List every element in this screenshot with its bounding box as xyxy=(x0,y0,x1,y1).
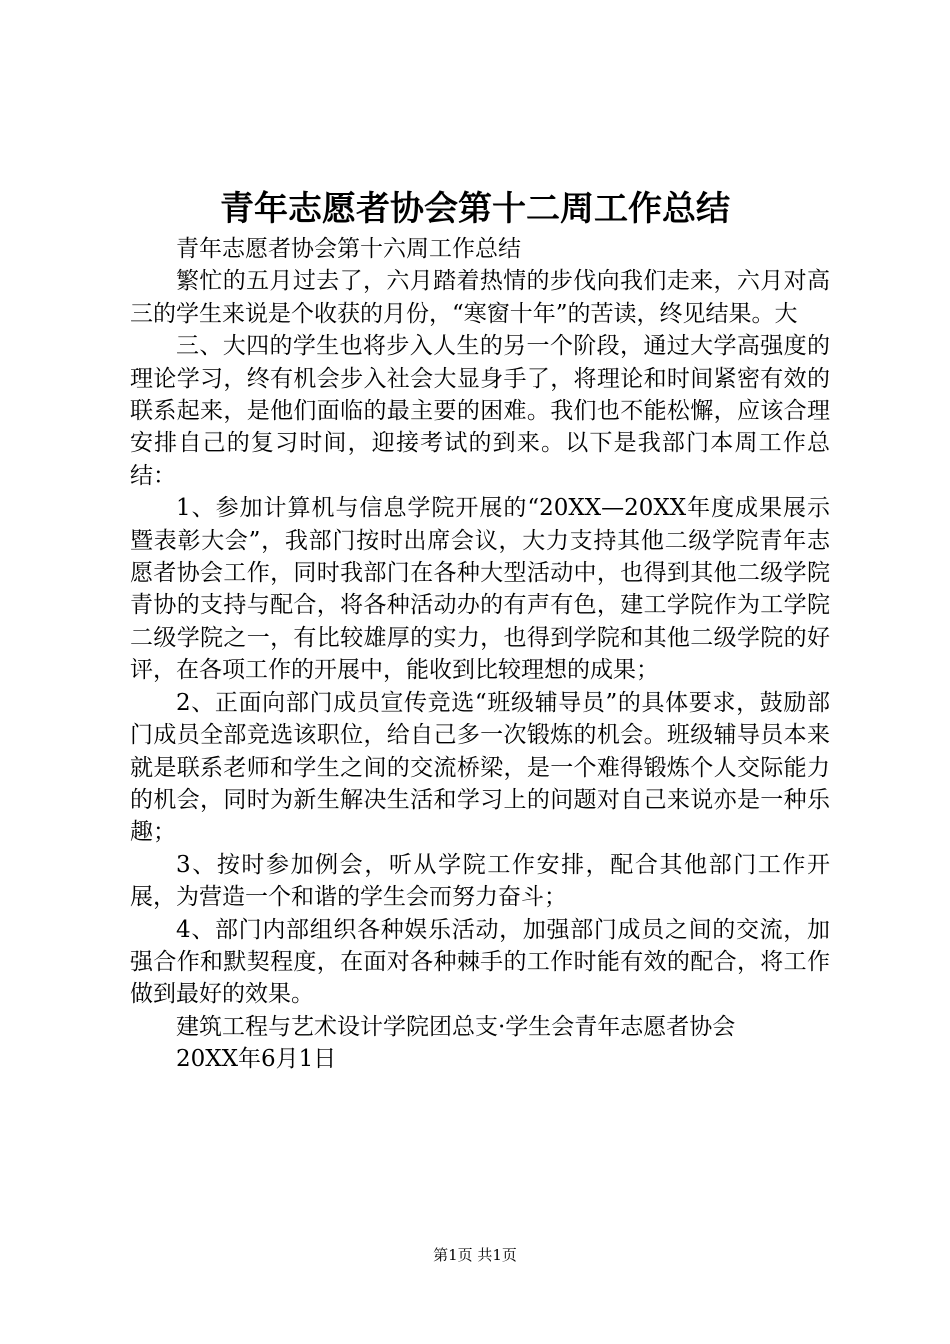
document-title: 青年志愿者协会第十二周工作总结 xyxy=(220,189,730,229)
page-footer: 第1页 共1页 xyxy=(433,1246,517,1264)
paragraph-item-4: 4、部门内部组织各种娱乐活动，加强部门成员之间的交流，加强合作和默契程度，在面对各种棘手的工作时能有效的配合，将工作做到最好的效果。 xyxy=(130,916,830,1008)
paragraph-item-3: 3、按时参加例会，听从学院工作安排，配合其他部门工作开展，为营造一个和谐的学生会而努力奋斗； xyxy=(130,851,830,911)
paragraph-item-1: 1、参加计算机与信息学院开展的“20XX—20XX年度成果展示暨表彰大会”，我部门按时出席会议，大力支持其他二级学院青年志愿者协会工作，同时我部门在各种大型活动中，也得到其他二级学院青协的支持与配合，将各种活动办的有声有色，建工学院作为工学院二级学院之一，有比较雄厚的实力，也得到学院和其他二级学院的好评，在各项工作的开展中，能收到比较理想的成果； xyxy=(130,495,830,684)
document-body xyxy=(130,233,830,1076)
paragraph-item-2: 2、正面向部门成员宣传竞选“班级辅导员”的具体要求，鼓励部门成员全部竞选该职位，给自己多一次锻炼的机会。班级辅导员本来就是联系老师和学生之间的交流桥梁，是一个难得锻炼个人交际能力的机会，同时为新生解决生活和学习上的问题对自己来说亦是一种乐趣； xyxy=(130,689,830,846)
signature-organization: 建筑工程与艺术设计学院团总支·学生会青年志愿者协会 xyxy=(176,1013,736,1040)
paragraph-intro: 繁忙的五月过去了，六月踏着热情的步伐向我们走来，六月对高三的学生来说是个收获的月份，“寒窗十年”的苦读，终见结果。大 xyxy=(130,268,830,327)
signature-date: 20XX年6月1日 xyxy=(176,1046,337,1073)
paragraph-context: 三、大四的学生也将步入人生的另一个阶段，通过大学高强度的理论学习，终有机会步入社会大显身手了，将理论和时间紧密有效的联系起来，是他们面临的最主要的困难。我们也不能松懈，应该合理安排自己的复习时间，迎接考试的到来。以下是我部门本周工作总结： xyxy=(130,333,830,489)
paragraph-subtitle: 青年志愿者协会第十六周工作总结 xyxy=(176,236,521,262)
